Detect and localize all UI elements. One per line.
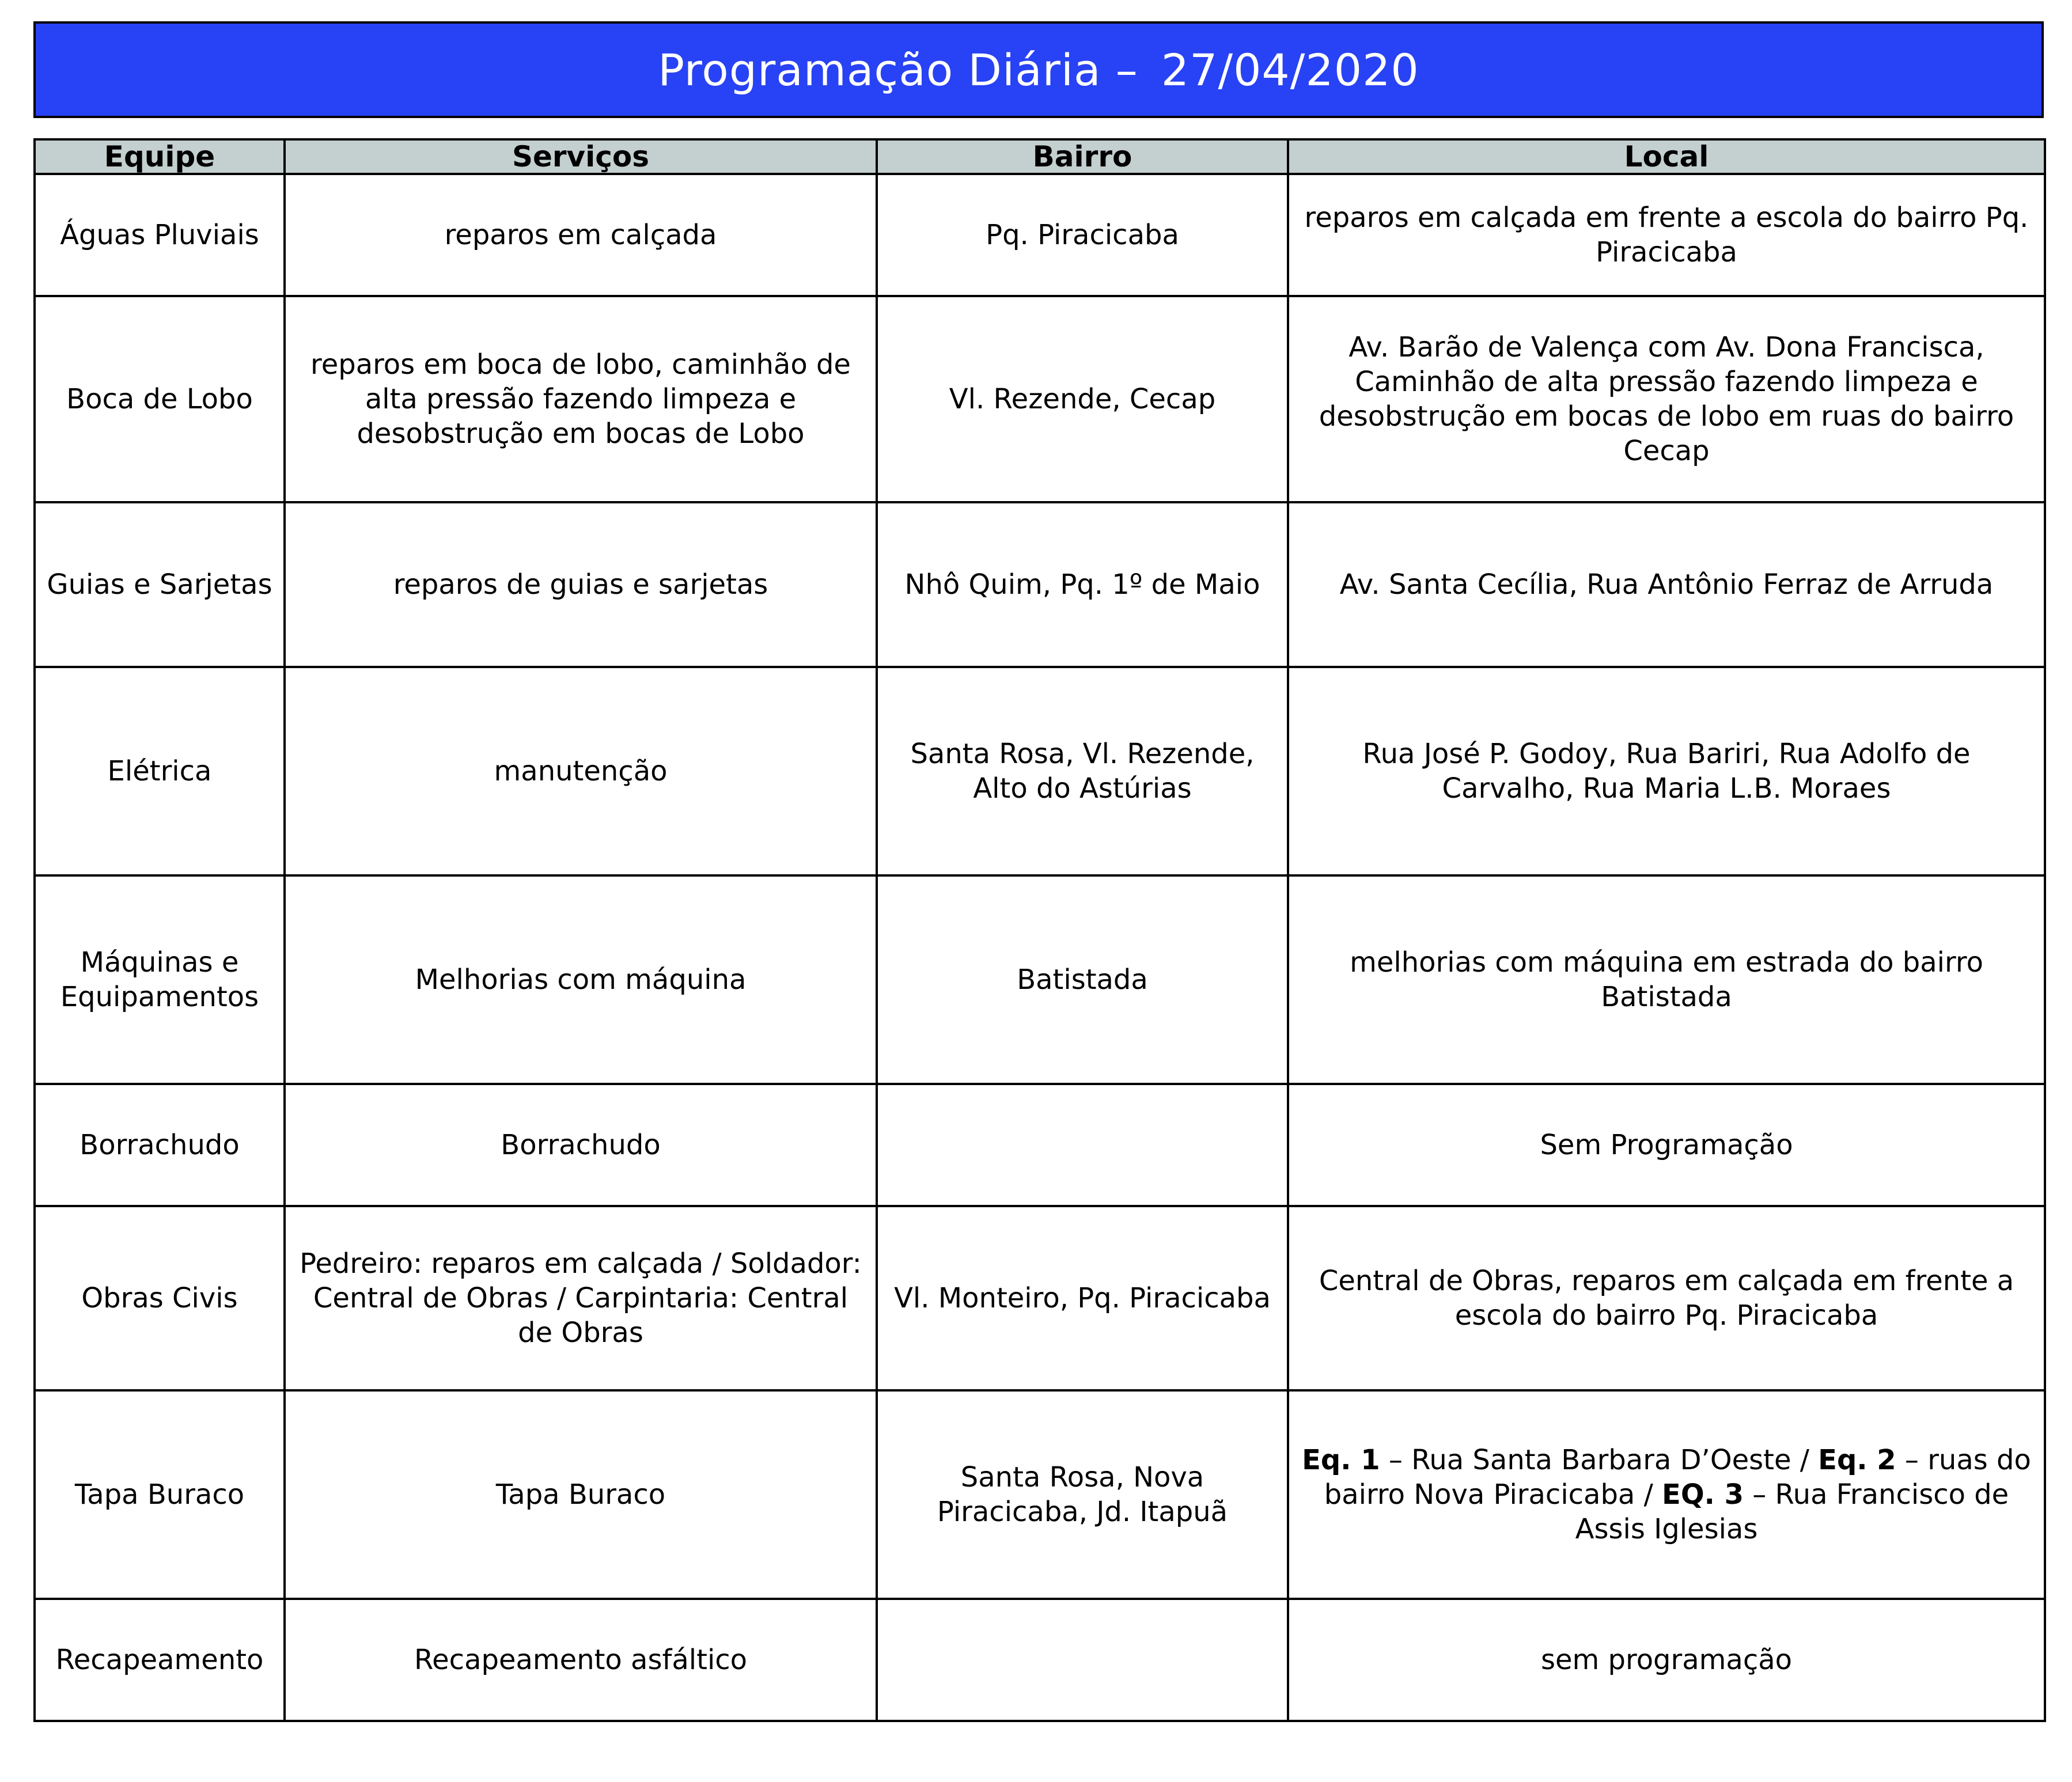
cell-servicos: reparos em calçada <box>285 174 877 296</box>
table-row <box>35 1084 2045 1206</box>
cell-bairro: Pq. Piracicaba <box>877 174 1288 296</box>
cell-local: Central de Obras, reparos em calçada em frente a escola do bairro Pq. Piracicaba <box>1288 1206 2045 1390</box>
table-row <box>35 296 2045 502</box>
cell-local: sem programação <box>1288 1599 2045 1721</box>
table-header-row <box>35 139 2045 174</box>
cell-equipe: Águas Pluviais <box>35 174 285 296</box>
page-title-bar <box>33 21 2044 118</box>
cell-local: Rua José P. Godoy, Rua Bariri, Rua Adolfo de Carvalho, Rua Maria L.B. Moraes <box>1288 667 2045 875</box>
cell-equipe: Tapa Buraco <box>35 1390 285 1599</box>
eq3-label: EQ. 3 <box>1662 1478 1744 1511</box>
cell-local: melhorias com máquina em estrada do bairro Batistada <box>1288 875 2045 1084</box>
cell-bairro <box>877 1599 1288 1721</box>
eq1-text: – Rua Santa Barbara D’Oeste / <box>1380 1444 1819 1476</box>
table-row <box>35 875 2045 1084</box>
table-row <box>35 1206 2045 1390</box>
column-header-bairro: Bairro <box>877 139 1288 174</box>
cell-bairro: Nhô Quim, Pq. 1º de Maio <box>877 502 1288 667</box>
cell-local: reparos em calçada em frente a escola do bairro Pq. Piracicaba <box>1288 174 2045 296</box>
eq2-label: Eq. 2 <box>1818 1444 1896 1476</box>
page-title: Programação Diária – <box>658 44 1138 96</box>
cell-bairro: Vl. Monteiro, Pq. Piracicaba <box>877 1206 1288 1390</box>
page-date: 27/04/2020 <box>1161 44 1419 96</box>
cell-servicos: Recapeamento asfáltico <box>285 1599 877 1721</box>
cell-local: Av. Santa Cecília, Rua Antônio Ferraz de Arruda <box>1288 502 2045 667</box>
cell-equipe: Elétrica <box>35 667 285 875</box>
cell-local: Sem Programação <box>1288 1084 2045 1206</box>
cell-servicos: Melhorias com máquina <box>285 875 877 1084</box>
table-row <box>35 174 2045 296</box>
eq1-label: Eq. 1 <box>1302 1444 1380 1476</box>
cell-equipe: Obras Civis <box>35 1206 285 1390</box>
cell-servicos: reparos de guias e sarjetas <box>285 502 877 667</box>
column-header-servicos: Serviços <box>285 139 877 174</box>
table-row <box>35 667 2045 875</box>
cell-bairro: Santa Rosa, Vl. Rezende, Alto do Astúrias <box>877 667 1288 875</box>
cell-bairro: Batistada <box>877 875 1288 1084</box>
cell-servicos: manutenção <box>285 667 877 875</box>
column-header-equipe: Equipe <box>35 139 285 174</box>
cell-bairro: Santa Rosa, Nova Piracicaba, Jd. Itapuã <box>877 1390 1288 1599</box>
cell-servicos: Borrachudo <box>285 1084 877 1206</box>
cell-equipe: Boca de Lobo <box>35 296 285 502</box>
eq3-text: – Rua Francisco de Assis Iglesias <box>1575 1478 2009 1545</box>
cell-bairro: Vl. Rezende, Cecap <box>877 296 1288 502</box>
cell-servicos: Pedreiro: reparos em calçada / Soldador: Central de Obras / Carpintaria: Central de Obras <box>285 1206 877 1390</box>
eq2-text: – ruas do bairro Nova Piracicaba / <box>1324 1444 2031 1511</box>
cell-equipe: Recapeamento <box>35 1599 285 1721</box>
cell-local <box>1288 1390 2045 1599</box>
cell-local: Av. Barão de Valença com Av. Dona Francisca, Caminhão de alta pressão fazendo limpeza e desobstrução em bocas de lobo em ruas do bairro Cecap <box>1288 296 2045 502</box>
table-row <box>35 1390 2045 1599</box>
table-row <box>35 502 2045 667</box>
cell-bairro <box>877 1084 1288 1206</box>
cell-equipe: Máquinas e Equipamentos <box>35 875 285 1084</box>
column-header-local: Local <box>1288 139 2045 174</box>
cell-servicos: Tapa Buraco <box>285 1390 877 1599</box>
cell-equipe: Guias e Sarjetas <box>35 502 285 667</box>
schedule-table <box>33 138 2046 1722</box>
cell-equipe: Borrachudo <box>35 1084 285 1206</box>
table-row <box>35 1599 2045 1721</box>
cell-servicos: reparos em boca de lobo, caminhão de alta pressão fazendo limpeza e desobstrução em bocas de Lobo <box>285 296 877 502</box>
